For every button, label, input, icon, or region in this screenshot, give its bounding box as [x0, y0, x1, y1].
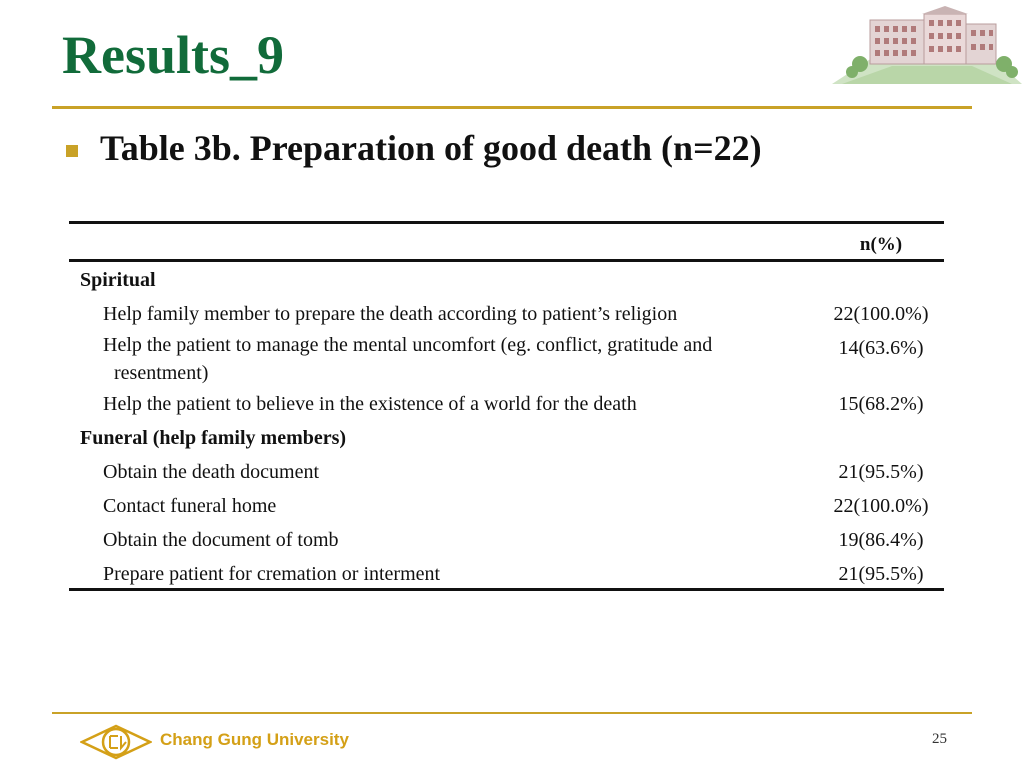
table-row-label: Contact funeral home — [103, 495, 277, 517]
campus-building-image — [832, 6, 1022, 86]
table-row-label: Prepare patient for cremation or interment — [103, 563, 441, 585]
table-header-rule — [69, 259, 944, 262]
table-row-label: Help family member to prepare the death according to patient’s religion — [103, 303, 678, 325]
page-number: 25 — [932, 731, 947, 747]
table-top-rule — [69, 221, 944, 224]
table-bottom-rule — [69, 588, 944, 591]
section-label-spiritual: Spiritual — [80, 269, 156, 291]
university-name: Chang Gung University — [160, 730, 349, 749]
table-row-label-line1: Help the patient to manage the mental uncomfort (eg. conflict, gratitude and — [103, 334, 713, 356]
bullet-marker — [66, 145, 78, 157]
table-row-value: 21(95.5%) — [838, 563, 924, 585]
column-header-n-percent: n(%) — [859, 234, 903, 255]
table-row-value: 22(100.0%) — [833, 495, 929, 517]
table-row-label: Help the patient to believe in the existence of a world for the death — [103, 393, 637, 415]
table-row-label: Obtain the document of tomb — [103, 529, 339, 551]
table-row-value: 21(95.5%) — [838, 461, 924, 483]
slide-title: Results_9 — [62, 25, 285, 85]
title-divider — [52, 106, 972, 109]
footer-divider — [52, 712, 972, 714]
university-logo-icon — [80, 720, 152, 764]
table-row-label — [103, 331, 813, 387]
table-row-label: Obtain the death document — [103, 461, 320, 483]
table-caption: Table 3b. Preparation of good death (n=22) — [100, 128, 762, 168]
table-row-value: 19(86.4%) — [838, 529, 924, 551]
table-row-value: 14(63.6%) — [838, 337, 924, 359]
table-row-value: 22(100.0%) — [833, 303, 929, 325]
table-row-label-line2: resentment) — [114, 362, 209, 384]
table-row-value: 15(68.2%) — [838, 393, 924, 415]
section-label-funeral: Funeral (help family members) — [80, 427, 347, 449]
